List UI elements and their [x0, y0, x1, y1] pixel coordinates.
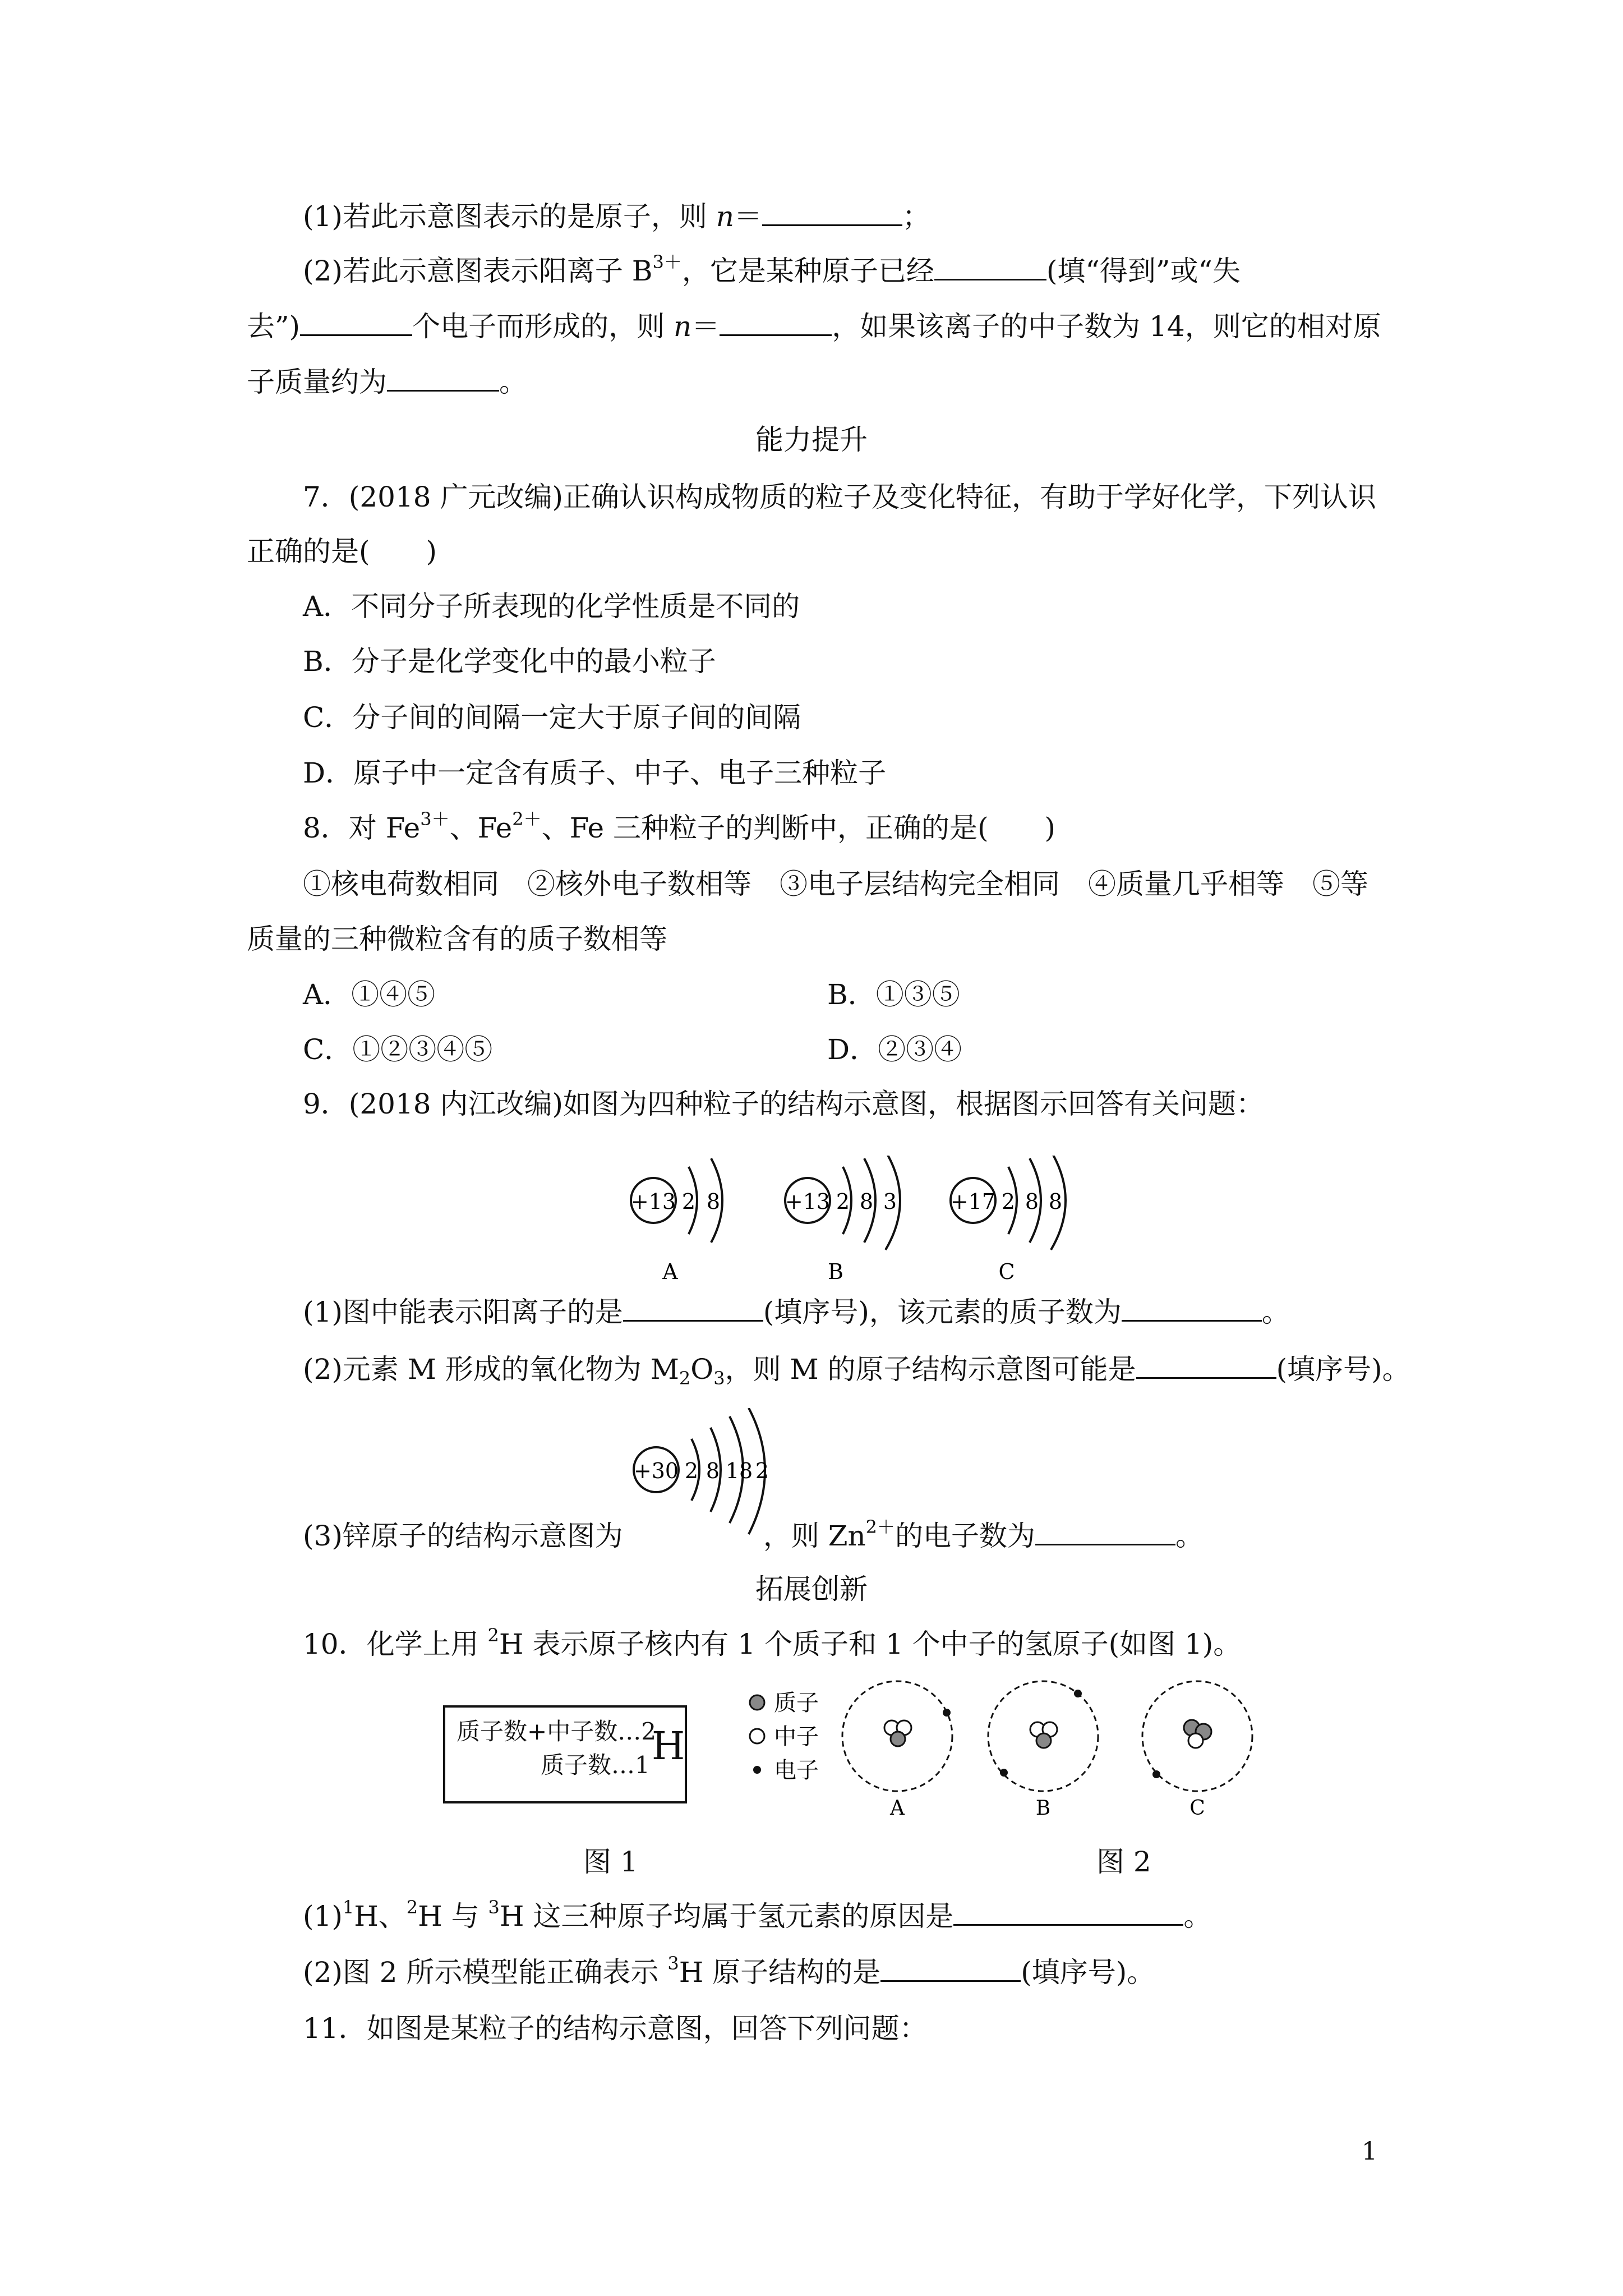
q9-part3: (3)锌原子的结构示意图为 ，则 $Zn^{2+}$的电子数为 。	[303, 1516, 1204, 1552]
q7-stem: 7．(2018 广元改编)正确认识构成物质的粒子及变化特征，有助于学好化学，下列认识	[303, 481, 1376, 513]
q8-items: ①核电荷数相同 ②核外电子数相等 ③电子层结构完全相同 ④质量几乎相等 ⑤等	[303, 868, 1368, 900]
q7-option-d[interactable]: D．原子中一定含有质子、中子、电子三种粒子	[303, 757, 887, 789]
answer-blank[interactable]	[720, 310, 832, 336]
figure2-hydrogen-models	[740, 1680, 1262, 1826]
q6-part2-line1: (2)若此示意图表示阳离子 $B^{3+}$，它是某种原子已经 (填“得到”或“失	[303, 251, 1241, 287]
atom-diagram-c	[951, 1156, 1066, 1284]
zinc-structure-diagram	[625, 1408, 771, 1537]
nucleus-charge: +30	[633, 1458, 679, 1483]
answer-blank[interactable]	[387, 365, 499, 392]
nucleus-charge: +13	[785, 1189, 831, 1214]
answer-blank[interactable]	[1035, 1519, 1175, 1545]
shell-electrons: 2	[684, 1458, 699, 1483]
answer-blank[interactable]	[300, 310, 412, 336]
model-label: B	[1035, 1797, 1051, 1820]
shell-electrons: 2	[681, 1189, 696, 1214]
q7-stem-cont: 正确的是( )	[247, 535, 437, 568]
answer-blank[interactable]	[762, 200, 902, 226]
shell-electrons: 8	[1025, 1189, 1039, 1214]
proton-legend-icon	[750, 1695, 764, 1710]
atom-diagram-a	[631, 1158, 722, 1284]
electron-legend-icon	[753, 1766, 761, 1774]
q7-option-c[interactable]: C．分子间的间隔一定大于原子间的间隔	[303, 701, 801, 734]
q9-structure-diagrams	[606, 1156, 1099, 1296]
answer-blank[interactable]	[934, 254, 1046, 280]
answer-blank[interactable]	[1122, 1295, 1262, 1322]
q8-option-b[interactable]: B．①③⑤	[827, 978, 960, 1011]
nucleus-charge: +17	[950, 1189, 996, 1214]
shell-electrons: 2	[755, 1458, 769, 1483]
answer-blank[interactable]	[880, 1955, 1021, 1982]
diagram-label: A	[662, 1259, 678, 1284]
section-heading-ability: 能力提升	[755, 424, 868, 456]
shell-electrons: 8	[706, 1458, 720, 1483]
neutron	[1188, 1733, 1203, 1748]
diagram-label: C	[998, 1259, 1015, 1284]
answer-blank[interactable]	[1136, 1352, 1276, 1379]
q8-option-c[interactable]: C．①②③④⑤	[303, 1033, 493, 1066]
q10-part2: (2)图 2 所示模型能正确表示 $^3$H 原子结构的是 (填序号)。	[303, 1953, 1155, 1989]
q7-option-a[interactable]: A．不同分子所表现的化学性质是不同的	[303, 590, 800, 623]
q6-part2-line3: 子质量约为 。	[247, 366, 527, 398]
element-symbol: H	[652, 1724, 685, 1769]
model-label: C	[1189, 1797, 1205, 1820]
shell-electrons: 8	[1048, 1189, 1063, 1214]
model-c	[1142, 1681, 1252, 1820]
shell-electrons: 2	[1001, 1189, 1016, 1214]
q8-stem: 8．对 $Fe^{3+}$、$Fe^{2+}$、Fe 三种粒子的判断中，正确的是( )	[303, 808, 1056, 844]
proton	[1036, 1733, 1051, 1748]
answer-blank[interactable]	[623, 1295, 763, 1322]
mass-number-label: 质子数+中子数…2	[457, 1718, 656, 1745]
shell-electrons: 18	[725, 1458, 753, 1483]
figure1-isotope-notation-box	[443, 1705, 687, 1803]
diagram-label: B	[828, 1259, 843, 1284]
q8-option-a[interactable]: A．①④⑤	[303, 978, 436, 1011]
shell-electrons: 8	[706, 1189, 721, 1214]
page-number: 1	[1362, 2137, 1377, 2166]
atomic-number-label: 质子数…1	[541, 1751, 650, 1779]
electron	[1074, 1690, 1082, 1697]
legend-label: 质子	[774, 1690, 819, 1716]
proton	[891, 1732, 905, 1746]
q10-part1: $(1)^1H$、$^2$H 与 $^3$H 这三种原子均属于氢元素的原因是 。	[303, 1897, 1212, 1932]
q8-option-d[interactable]: D．②③④	[827, 1033, 962, 1066]
model-b	[988, 1681, 1098, 1820]
figure1-caption: 图 1	[583, 1846, 638, 1878]
q10-stem: 10．化学上用 $^2$H 表示原子核内有 1 个质子和 1 个中子的氢原子(如图 1)。	[303, 1625, 1242, 1660]
nucleus-charge: +13	[630, 1189, 676, 1214]
q9-stem: 9．(2018 内江改编)如图为四种粒子的结构示意图，根据图示回答有关问题：	[303, 1088, 1264, 1120]
q9-part1: (1)图中能表示阳离子的是 (填序号)，该元素的质子数为 。	[303, 1296, 1290, 1328]
legend-label: 电子	[774, 1757, 819, 1783]
shell-electrons: 8	[859, 1189, 874, 1214]
electron	[1000, 1769, 1008, 1777]
electron	[943, 1709, 951, 1717]
q8-items-cont: 质量的三种微粒含有的质子数相等	[247, 923, 667, 955]
shell-electrons: 3	[883, 1189, 897, 1214]
q7-option-b[interactable]: B．分子是化学变化中的最小粒子	[303, 645, 716, 678]
section-heading-extension: 拓展创新	[755, 1573, 868, 1605]
model-label: A	[890, 1797, 905, 1820]
answer-blank[interactable]	[953, 1899, 1183, 1926]
model-legend	[750, 1690, 819, 1783]
q11-stem: 11．如图是某粒子的结构示意图，回答下列问题：	[303, 2012, 928, 2045]
q6-part2-line2: 去”) 个电子而形成的，则 n＝ ，如果该离子的中子数为 14，则它的相对原	[247, 310, 1381, 343]
neutron-legend-icon	[750, 1729, 764, 1743]
atom-diagram-b	[785, 1156, 900, 1284]
figure2-caption: 图 2	[1096, 1846, 1151, 1878]
model-a	[842, 1681, 952, 1820]
q6-part1: (1)若此示意图表示的是原子，则 n＝ ；	[303, 200, 930, 233]
electron	[1152, 1770, 1160, 1778]
q9-part2: (2)元素 M 形成的氧化物为 $M_2O_3$，则 M 的原子结构示意图可能是 (填序号)。	[303, 1353, 1410, 1389]
legend-label: 中子	[774, 1724, 819, 1750]
shell-electrons: 2	[836, 1189, 850, 1214]
